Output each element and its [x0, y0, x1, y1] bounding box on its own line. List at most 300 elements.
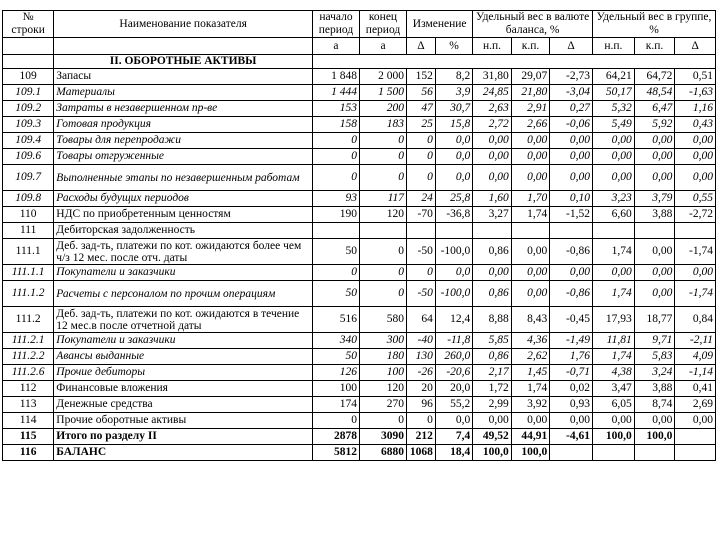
- row-code: 111.2.2: [3, 349, 54, 365]
- value-end: 180: [360, 349, 407, 365]
- row-code: 110: [3, 207, 54, 223]
- value-np-balance: 1,72: [473, 381, 511, 397]
- indicator-name-header: Наименование показателя: [54, 11, 313, 38]
- value-np-balance: 0,00: [473, 149, 511, 165]
- value-end: 200: [360, 101, 407, 117]
- value-start: 1 848: [312, 69, 359, 85]
- value-end: 2 000: [360, 69, 407, 85]
- table-row: [3, 265, 716, 281]
- value-start: 5812: [312, 445, 359, 461]
- change-header: Изменение: [407, 11, 473, 38]
- value-delta-group: 1,16: [675, 101, 716, 117]
- value-delta-group: -2,72: [675, 207, 716, 223]
- value-kp-group: 0,00: [634, 165, 675, 191]
- value-np-group: 64,21: [593, 69, 635, 85]
- row-name: Финансовые вложения: [54, 381, 313, 397]
- empty-subheader-cell: [54, 38, 313, 55]
- value-start: 174: [312, 397, 359, 413]
- row-name: Выполненные этапы по незавершенным работам: [54, 165, 313, 191]
- balance-table: [2, 10, 716, 461]
- table-row: [3, 397, 716, 413]
- value-kp-balance: [511, 223, 549, 239]
- value-delta: 64: [407, 307, 436, 333]
- value-delta: -70: [407, 207, 436, 223]
- value-end: 0: [360, 265, 407, 281]
- row-code: 111.1.2: [3, 281, 54, 307]
- value-kp-group: 3,24: [634, 365, 675, 381]
- value-kp-group: 3,79: [634, 191, 675, 207]
- table-row: [3, 381, 716, 397]
- row-code: 112: [3, 381, 54, 397]
- subheader-a-end: а: [360, 38, 407, 55]
- value-np-group: 1,74: [593, 281, 635, 307]
- value-pct: -20,6: [435, 365, 472, 381]
- value-np-group: 3,47: [593, 381, 635, 397]
- value-delta-group: 4,09: [675, 349, 716, 365]
- value-np-group: 11,81: [593, 333, 635, 349]
- value-delta: 1068: [407, 445, 436, 461]
- value-kp-balance: 4,36: [511, 333, 549, 349]
- value-np-group: 0,00: [593, 133, 635, 149]
- share-balance-header: Удельный вес в валюте баланса, %: [473, 11, 593, 38]
- value-delta: -50: [407, 239, 436, 265]
- value-end: 580: [360, 307, 407, 333]
- value-np-group: 5,49: [593, 117, 635, 133]
- table-row: [3, 117, 716, 133]
- value-delta-balance: -0,45: [550, 307, 593, 333]
- value-pct: 8,2: [435, 69, 472, 85]
- period-end-header: конец период: [360, 11, 407, 38]
- value-delta: 56: [407, 85, 436, 101]
- value-pct: 0,0: [435, 133, 472, 149]
- value-kp-balance: 100,0: [511, 445, 549, 461]
- value-pct: 0,0: [435, 149, 472, 165]
- value-delta-balance: -0,86: [550, 281, 593, 307]
- table-row: [3, 333, 716, 349]
- value-start: 93: [312, 191, 359, 207]
- row-name: Деб. зад-ть, платежи по кот. ожидаются в течение 12 мес.в после отчетной даты: [54, 307, 313, 333]
- value-pct: 12,4: [435, 307, 472, 333]
- value-pct: -36,8: [435, 207, 472, 223]
- table-row: [3, 101, 716, 117]
- row-code: 109.8: [3, 191, 54, 207]
- value-start: 0: [312, 413, 359, 429]
- value-delta-balance: -0,71: [550, 365, 593, 381]
- value-kp-group: 18,77: [634, 307, 675, 333]
- subheader-kp-group: к.п.: [634, 38, 675, 55]
- value-np-balance: 2,72: [473, 117, 511, 133]
- value-end: 117: [360, 191, 407, 207]
- value-kp-balance: 1,45: [511, 365, 549, 381]
- value-delta-balance: 0,27: [550, 101, 593, 117]
- value-kp-balance: 0,00: [511, 413, 549, 429]
- table-row: [3, 85, 716, 101]
- value-kp-balance: 2,62: [511, 349, 549, 365]
- row-name: Денежные средства: [54, 397, 313, 413]
- value-np-group: 17,93: [593, 307, 635, 333]
- value-np-balance: 2,99: [473, 397, 511, 413]
- value-delta: 47: [407, 101, 436, 117]
- value-delta-group: -1,63: [675, 85, 716, 101]
- value-np-group: 1,74: [593, 239, 635, 265]
- value-delta-balance: 0,93: [550, 397, 593, 413]
- row-name: Товары для перепродажи: [54, 133, 313, 149]
- section-title: II. ОБОРОТНЫЕ АКТИВЫ: [54, 55, 313, 69]
- value-kp-group: 3,88: [634, 381, 675, 397]
- section-code-cell: [3, 55, 54, 69]
- row-code: 109.7: [3, 165, 54, 191]
- value-delta-group: [675, 445, 716, 461]
- value-start: 100: [312, 381, 359, 397]
- table-row: [3, 413, 716, 429]
- value-np-balance: 31,80: [473, 69, 511, 85]
- value-delta-balance: [550, 445, 593, 461]
- value-end: 6880: [360, 445, 407, 461]
- value-delta-balance: -4,61: [550, 429, 593, 445]
- row-code: 111.2.6: [3, 365, 54, 381]
- row-number-header: № строки: [3, 11, 54, 38]
- value-end: 300: [360, 333, 407, 349]
- row-name: БАЛАНС: [54, 445, 313, 461]
- row-name: Готовая продукция: [54, 117, 313, 133]
- value-delta: 20: [407, 381, 436, 397]
- value-delta-group: 0,00: [675, 413, 716, 429]
- value-np-balance: 0,00: [473, 413, 511, 429]
- table-row: [3, 281, 716, 307]
- value-np-balance: 0,00: [473, 265, 511, 281]
- table-row: [3, 191, 716, 207]
- value-delta: 152: [407, 69, 436, 85]
- value-start: 0: [312, 265, 359, 281]
- row-code: 109.1: [3, 85, 54, 101]
- value-end: 0: [360, 149, 407, 165]
- value-np-balance: 100,0: [473, 445, 511, 461]
- value-delta-balance: -1,49: [550, 333, 593, 349]
- value-delta-balance: 1,76: [550, 349, 593, 365]
- value-np-group: 4,38: [593, 365, 635, 381]
- value-np-balance: 0,00: [473, 165, 511, 191]
- value-delta-balance: 0,00: [550, 165, 593, 191]
- value-start: 0: [312, 149, 359, 165]
- value-np-balance: 2,63: [473, 101, 511, 117]
- value-delta: 0: [407, 149, 436, 165]
- value-kp-group: [634, 445, 675, 461]
- value-np-group: 5,32: [593, 101, 635, 117]
- table-row: [3, 165, 716, 191]
- subheader-a-start: а: [312, 38, 359, 55]
- value-np-group: 6,60: [593, 207, 635, 223]
- value-delta-group: [675, 223, 716, 239]
- value-delta: 0: [407, 133, 436, 149]
- value-pct: 18,4: [435, 445, 472, 461]
- value-pct: 7,4: [435, 429, 472, 445]
- value-start: 153: [312, 101, 359, 117]
- value-delta-group: 2,69: [675, 397, 716, 413]
- value-np-balance: 3,27: [473, 207, 511, 223]
- value-pct: 3,9: [435, 85, 472, 101]
- value-kp-group: 0,00: [634, 413, 675, 429]
- value-np-balance: 5,85: [473, 333, 511, 349]
- value-delta-group: -1,74: [675, 239, 716, 265]
- table-row: [3, 307, 716, 333]
- row-name: Прочие оборотные активы: [54, 413, 313, 429]
- value-np-group: 50,17: [593, 85, 635, 101]
- value-start: 1 444: [312, 85, 359, 101]
- subheader-delta-balance: Δ: [550, 38, 593, 55]
- row-code: 115: [3, 429, 54, 445]
- row-code: 109.3: [3, 117, 54, 133]
- value-delta-group: -1,14: [675, 365, 716, 381]
- value-kp-group: 64,72: [634, 69, 675, 85]
- value-np-balance: 8,88: [473, 307, 511, 333]
- value-start: 190: [312, 207, 359, 223]
- value-np-balance: 0,00: [473, 133, 511, 149]
- row-code: 109.2: [3, 101, 54, 117]
- value-np-group: 6,05: [593, 397, 635, 413]
- row-code: 114: [3, 413, 54, 429]
- value-delta-group: 0,00: [675, 133, 716, 149]
- value-np-group: [593, 223, 635, 239]
- value-kp-balance: 0,00: [511, 265, 549, 281]
- value-np-group: [593, 445, 635, 461]
- value-end: 0: [360, 165, 407, 191]
- value-pct: 30,7: [435, 101, 472, 117]
- value-delta-group: -1,74: [675, 281, 716, 307]
- value-delta-balance: -1,52: [550, 207, 593, 223]
- row-name: Расходы будущих периодов: [54, 191, 313, 207]
- value-end: 0: [360, 239, 407, 265]
- value-np-balance: 0,86: [473, 281, 511, 307]
- value-kp-group: [634, 223, 675, 239]
- share-group-header: Удельный вес в группе, %: [593, 11, 716, 38]
- value-kp-balance: 0,00: [511, 281, 549, 307]
- value-kp-group: 48,54: [634, 85, 675, 101]
- subheader-delta-group: Δ: [675, 38, 716, 55]
- value-kp-balance: 0,00: [511, 239, 549, 265]
- value-delta: 0: [407, 165, 436, 191]
- value-delta-balance: -2,73: [550, 69, 593, 85]
- value-kp-balance: 8,43: [511, 307, 549, 333]
- value-kp-group: 8,74: [634, 397, 675, 413]
- section-empty-cell: [312, 55, 715, 69]
- value-pct: 55,2: [435, 397, 472, 413]
- row-code: 111.1.1: [3, 265, 54, 281]
- row-code: 109.4: [3, 133, 54, 149]
- value-kp-group: 0,00: [634, 239, 675, 265]
- value-kp-group: 5,83: [634, 349, 675, 365]
- value-kp-balance: 44,91: [511, 429, 549, 445]
- value-delta: 212: [407, 429, 436, 445]
- table-row: [3, 223, 716, 239]
- subheader-np-group: н.п.: [593, 38, 635, 55]
- value-pct: 15,8: [435, 117, 472, 133]
- value-delta-group: 0,43: [675, 117, 716, 133]
- table-row: [3, 239, 716, 265]
- value-end: 3090: [360, 429, 407, 445]
- value-np-balance: 24,85: [473, 85, 511, 101]
- row-code: 116: [3, 445, 54, 461]
- value-end: 1 500: [360, 85, 407, 101]
- value-start: 126: [312, 365, 359, 381]
- value-np-group: 0,00: [593, 413, 635, 429]
- row-code: 111.2.1: [3, 333, 54, 349]
- value-kp-group: 0,00: [634, 133, 675, 149]
- value-start: 50: [312, 281, 359, 307]
- value-kp-group: 0,00: [634, 265, 675, 281]
- value-delta: 0: [407, 265, 436, 281]
- row-name: Затраты в незавершенном пр-ве: [54, 101, 313, 117]
- value-end: 0: [360, 281, 407, 307]
- value-np-group: 3,23: [593, 191, 635, 207]
- value-delta-balance: 0,00: [550, 133, 593, 149]
- row-code: 111.2: [3, 307, 54, 333]
- table-row: [3, 133, 716, 149]
- value-start: 516: [312, 307, 359, 333]
- value-delta: -40: [407, 333, 436, 349]
- value-end: 120: [360, 207, 407, 223]
- table-row: [3, 349, 716, 365]
- row-name: Материалы: [54, 85, 313, 101]
- value-np-balance: 0,86: [473, 239, 511, 265]
- value-kp-balance: 0,00: [511, 149, 549, 165]
- value-pct: 0,0: [435, 265, 472, 281]
- value-kp-balance: 29,07: [511, 69, 549, 85]
- value-delta-balance: -0,86: [550, 239, 593, 265]
- row-name: Товары отгруженные: [54, 149, 313, 165]
- value-delta: -50: [407, 281, 436, 307]
- value-np-group: 0,00: [593, 265, 635, 281]
- table-row: [3, 207, 716, 223]
- subheader-kp-balance: к.п.: [511, 38, 549, 55]
- value-delta-group: 0,51: [675, 69, 716, 85]
- value-delta-group: 0,84: [675, 307, 716, 333]
- value-kp-group: 3,88: [634, 207, 675, 223]
- value-np-balance: 2,17: [473, 365, 511, 381]
- table-row: [3, 445, 716, 461]
- value-kp-group: 6,47: [634, 101, 675, 117]
- value-delta-balance: 0,00: [550, 413, 593, 429]
- value-delta-balance: 0,00: [550, 265, 593, 281]
- subheader-percent: %: [435, 38, 472, 55]
- value-kp-group: 5,92: [634, 117, 675, 133]
- value-start: 50: [312, 349, 359, 365]
- value-delta-balance: -0,06: [550, 117, 593, 133]
- value-np-group: 1,74: [593, 349, 635, 365]
- value-pct: 0,0: [435, 165, 472, 191]
- value-delta-group: 0,00: [675, 149, 716, 165]
- row-name: НДС по приобретенным ценностям: [54, 207, 313, 223]
- table-row: [3, 365, 716, 381]
- value-end: 270: [360, 397, 407, 413]
- value-delta: 96: [407, 397, 436, 413]
- value-kp-balance: 21,80: [511, 85, 549, 101]
- value-start: [312, 223, 359, 239]
- value-start: 158: [312, 117, 359, 133]
- value-end: 0: [360, 133, 407, 149]
- value-delta-balance: -3,04: [550, 85, 593, 101]
- value-delta-group: 0,00: [675, 165, 716, 191]
- value-start: 340: [312, 333, 359, 349]
- row-code: 113: [3, 397, 54, 413]
- value-delta: 25: [407, 117, 436, 133]
- value-delta: 24: [407, 191, 436, 207]
- table-row: [3, 429, 716, 445]
- value-delta: 130: [407, 349, 436, 365]
- value-delta: 0: [407, 413, 436, 429]
- value-kp-group: 0,00: [634, 149, 675, 165]
- value-end: 0: [360, 413, 407, 429]
- row-name: Расчеты с персоналом по прочим операциям: [54, 281, 313, 307]
- value-pct: -100,0: [435, 239, 472, 265]
- value-end: 183: [360, 117, 407, 133]
- value-delta-balance: 0,02: [550, 381, 593, 397]
- row-code: 111.1: [3, 239, 54, 265]
- value-start: 2878: [312, 429, 359, 445]
- value-start: 50: [312, 239, 359, 265]
- row-code: 109.6: [3, 149, 54, 165]
- value-kp-balance: 0,00: [511, 133, 549, 149]
- value-pct: -100,0: [435, 281, 472, 307]
- row-code: 111: [3, 223, 54, 239]
- table-row: [3, 69, 716, 85]
- row-name: Запасы: [54, 69, 313, 85]
- row-name: Дебиторская задолженность: [54, 223, 313, 239]
- value-np-group: 100,0: [593, 429, 635, 445]
- value-delta-balance: [550, 223, 593, 239]
- row-code: 109: [3, 69, 54, 85]
- row-name: Покупатели и заказчики: [54, 265, 313, 281]
- value-np-balance: 0,86: [473, 349, 511, 365]
- value-kp-group: 9,71: [634, 333, 675, 349]
- value-delta-group: -2,11: [675, 333, 716, 349]
- value-kp-balance: 3,92: [511, 397, 549, 413]
- value-kp-balance: 2,91: [511, 101, 549, 117]
- value-delta: -26: [407, 365, 436, 381]
- value-np-balance: 49,52: [473, 429, 511, 445]
- value-kp-balance: 2,66: [511, 117, 549, 133]
- value-end: 120: [360, 381, 407, 397]
- value-kp-balance: 0,00: [511, 165, 549, 191]
- row-name: Покупатели и заказчики: [54, 333, 313, 349]
- row-name: Прочие дебиторы: [54, 365, 313, 381]
- value-pct: 260,0: [435, 349, 472, 365]
- value-np-balance: [473, 223, 511, 239]
- value-delta-group: 0,41: [675, 381, 716, 397]
- value-delta-group: 0,00: [675, 265, 716, 281]
- value-pct: -11,8: [435, 333, 472, 349]
- value-pct: 0,0: [435, 413, 472, 429]
- value-delta-balance: 0,10: [550, 191, 593, 207]
- value-np-group: 0,00: [593, 165, 635, 191]
- row-name: Авансы выданные: [54, 349, 313, 365]
- value-delta-group: [675, 429, 716, 445]
- value-delta-balance: 0,00: [550, 149, 593, 165]
- value-kp-balance: 1,74: [511, 381, 549, 397]
- value-np-group: 0,00: [593, 149, 635, 165]
- value-delta: [407, 223, 436, 239]
- value-pct: [435, 223, 472, 239]
- subheader-delta: Δ: [407, 38, 436, 55]
- value-pct: 20,0: [435, 381, 472, 397]
- period-start-header: начало период: [312, 11, 359, 38]
- value-end: 100: [360, 365, 407, 381]
- row-name: Деб. зад-ть, платежи по кот. ожидаются более чем ч/з 12 мес. после отч. даты: [54, 239, 313, 265]
- value-start: 0: [312, 165, 359, 191]
- row-name: Итого по разделу II: [54, 429, 313, 445]
- value-kp-group: 0,00: [634, 281, 675, 307]
- value-kp-balance: 1,74: [511, 207, 549, 223]
- table-row: [3, 149, 716, 165]
